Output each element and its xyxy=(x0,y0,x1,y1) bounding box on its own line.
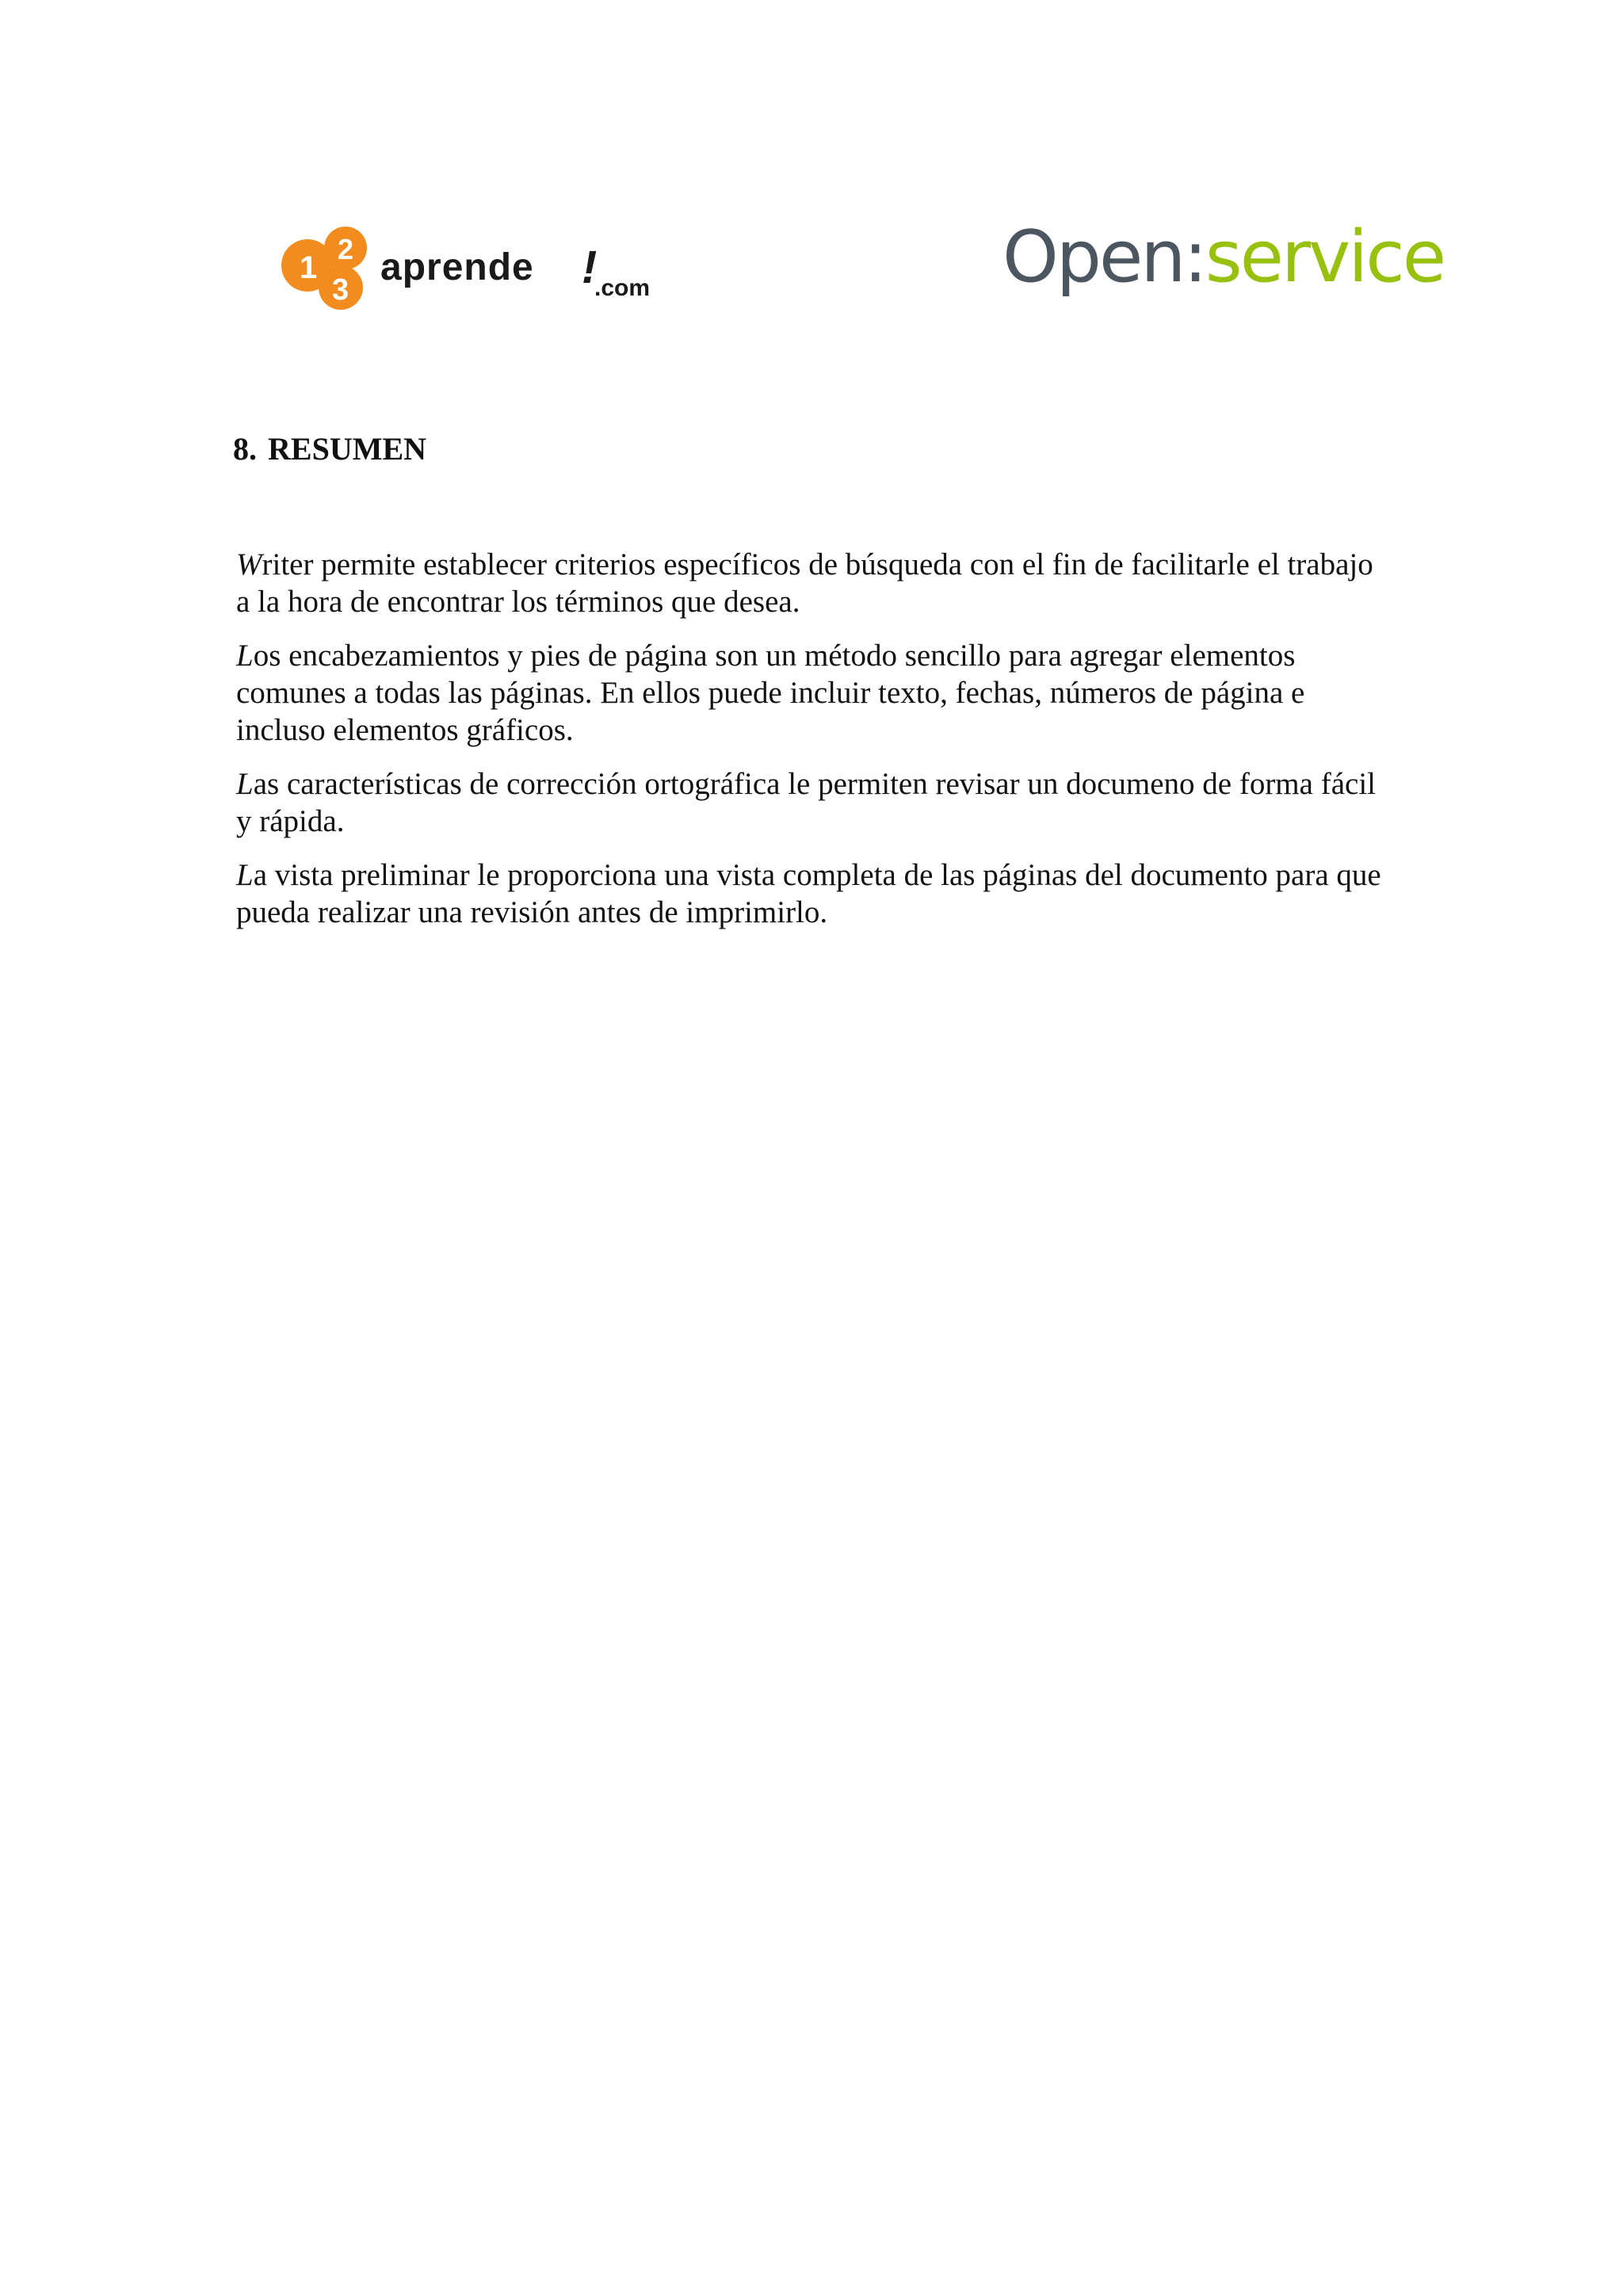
logo-colon-text: : xyxy=(1183,215,1205,299)
section-number: 8. xyxy=(233,431,257,467)
paragraph-initial: W xyxy=(236,547,262,582)
openservice-wordmark xyxy=(1002,215,1445,299)
logo-digit-1: 1 xyxy=(300,250,318,285)
paragraph-initial: L xyxy=(236,639,254,673)
body-text xyxy=(236,546,1393,948)
paragraph-spellcheck xyxy=(236,765,1393,840)
paragraph-text: riter permite establecer criterios específicos de búsqueda con el fin de facilitarle el trabajo a la hora de encontrar los términos que desea. xyxy=(236,547,1373,619)
openservice-logo xyxy=(1002,215,1445,309)
aprende-logo xyxy=(269,226,682,313)
paragraph-headers-footers xyxy=(236,637,1393,749)
paragraph-text: as características de corrección ortográfica le permiten revisar un documeno de forma fácil y rápida. xyxy=(236,767,1376,838)
logo-suffix: .com xyxy=(594,275,651,301)
logo-wordmark: aprende xyxy=(380,246,534,288)
paragraph-writer-search xyxy=(236,546,1393,620)
logo-digit-3: 3 xyxy=(332,273,349,307)
aprende-logo-graphic xyxy=(269,226,682,313)
logo-exclamation: ! xyxy=(582,242,598,293)
paragraph-text: os encabezamientos y pies de página son un método sencillo para agregar elementos comunes a todas las páginas. En ellos puede incluir texto, fechas, números de página e incluso elementos gráficos. xyxy=(236,639,1305,747)
section-title: RESUMEN xyxy=(268,431,427,467)
logo-digit-2: 2 xyxy=(338,233,354,265)
logo-open-text: Open xyxy=(1002,215,1184,299)
paragraph-print-preview xyxy=(236,856,1393,931)
paragraph-text: a vista preliminar le proporciona una vista completa de las páginas del documento para que pueda realizar una revisión antes de imprimirlo. xyxy=(236,858,1381,929)
paragraph-initial: L xyxy=(236,767,254,801)
logo-service-text: service xyxy=(1205,215,1445,299)
paragraph-initial: L xyxy=(236,858,254,892)
section-heading xyxy=(233,430,426,468)
